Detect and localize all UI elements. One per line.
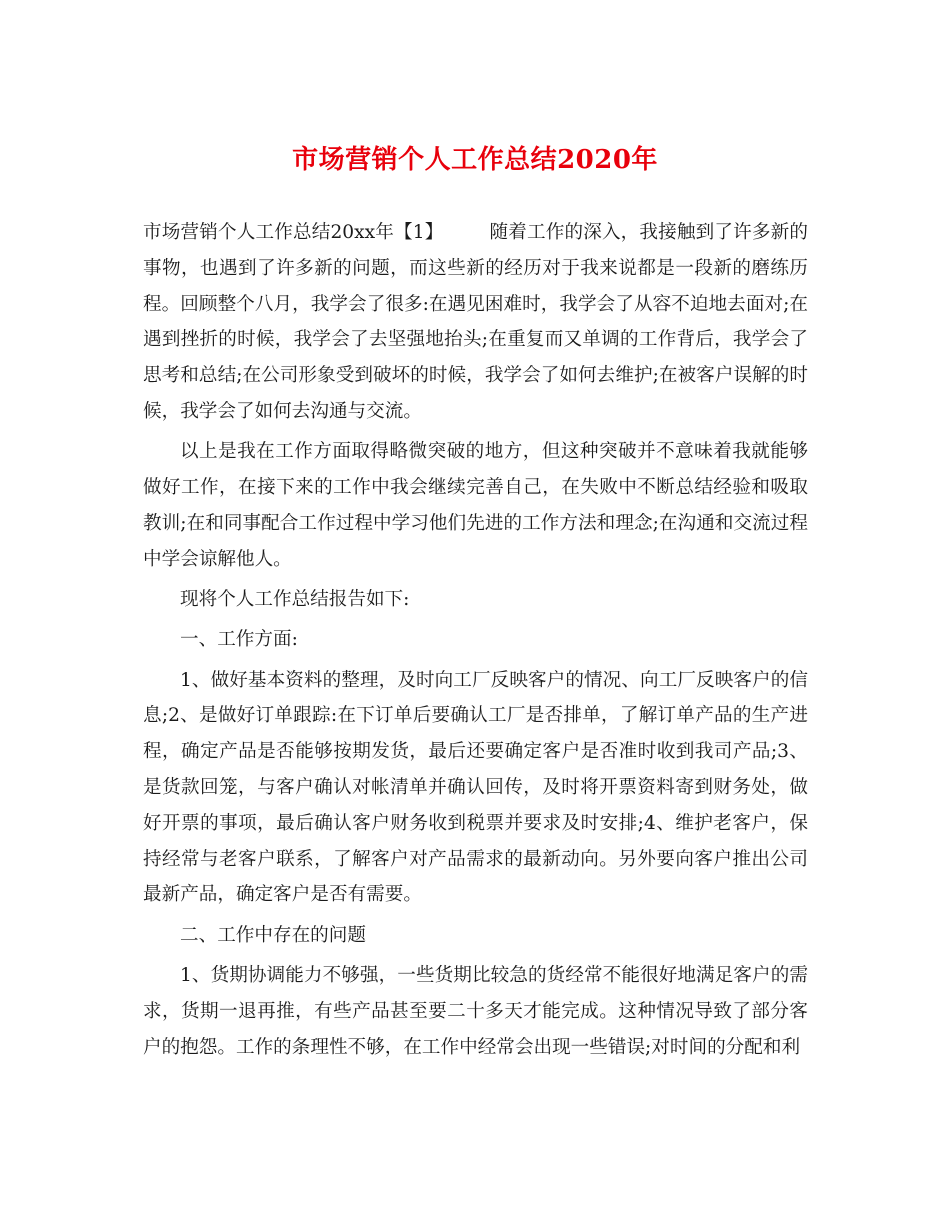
paragraph: 1、货期协调能力不够强，一些货期比较急的货经常不能很好地满足客户的需求，货期一退再推，有些产品甚至要二十多天才能完成。这种情况导致了部分客户的抱怨。工作的条理性不够，在工作中经常会出现一些错误;对时间的分配和利 (143, 964, 808, 1058)
section-heading-inline: 市场营销个人工作总结20xx年【1】 (143, 222, 444, 243)
paragraph-intro-text: 随着工作的深入，我接触到了许多新的事物，也遇到了许多新的问题，而这些新的经历对于我来说都是一段新的磨练历程。回顾整个八月，我学会了很多:在遇见困难时，我学会了从容不迫地去面对;在遇到挫折的时候，我学会了去坚强地抬头;在重复而又单调的工作背后，我学会了思考和总结;在公司形象受到破坏的时候，我学会了如何去维护;在被客户误解的时候，我学会了如何去沟通与交流。 (143, 222, 808, 422)
document-body (143, 215, 808, 1070)
section-heading: 二、工作中存在的问题 (180, 924, 366, 946)
document-title: 市场营销个人工作总结2020年 (292, 145, 658, 175)
paragraph: 以上是我在工作方面取得略微突破的地方，但这种突破并不意味着我就能够做好工作，在接下来的工作中我会继续完善自己，在失败中不断总结经验和吸取教训;在和同事配合工作过程中学习他们先进的工作方法和理念;在沟通和交流过程中学会谅解他人。 (143, 441, 808, 570)
paragraph: 1、做好基本资料的整理，及时向工厂反映客户的情况、向工厂反映客户的信息;2、是做好订单跟踪:在下订单后要确认工厂是否排单，了解订单产品的生产进程，确定产品是否能够按期发货，最后还要确定客户是否准时收到我司产品;3、是货款回笼，与客户确认对帐清单并确认回传，及时将开票资料寄到财务处，做好开票的事项，最后确认客户财务收到税票并要求及时安排;4、维护老客户，保持经常与老客户联系，了解客户对产品需求的最新动向。另外要向客户推出公司最新产品，确定客户是否有需要。 (143, 669, 808, 906)
paragraph: 现将个人工作总结报告如下: (180, 588, 410, 610)
section-heading: 一、工作方面: (180, 629, 298, 651)
paragraph-intro (143, 215, 808, 430)
